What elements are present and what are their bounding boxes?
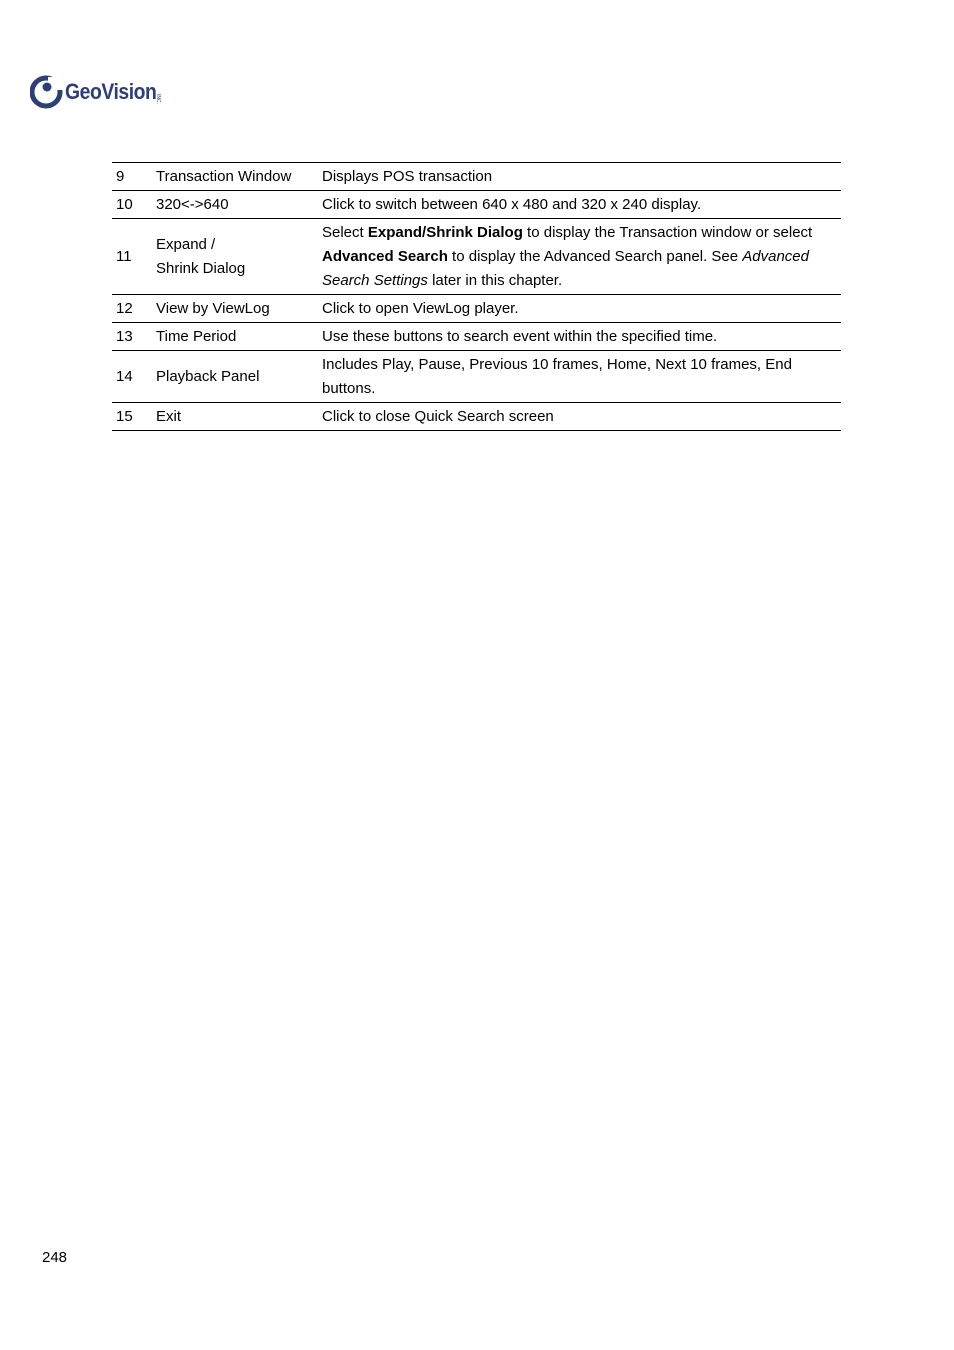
desc-text: to display the Advanced Search panel. See [447, 248, 743, 265]
page-number: 248 [42, 1249, 68, 1266]
feature-table [112, 162, 841, 431]
row-number: 9 [112, 163, 152, 191]
row-name-line: Expand / [156, 236, 216, 253]
row-number: 12 [112, 295, 152, 323]
company-logo [30, 72, 161, 112]
logo-wordmark: GeoVision [65, 79, 157, 104]
row-name: Playback Panel [152, 351, 318, 403]
row-description: Use these buttons to search event within the specified time. [318, 323, 841, 351]
row-description: Click to open ViewLog player. [318, 295, 841, 323]
table-row [112, 323, 841, 351]
row-description: Click to close Quick Search screen [318, 403, 841, 431]
desc-bold-term: Expand/Shrink Dialog [367, 224, 523, 241]
table-row [112, 295, 841, 323]
row-name: Time Period [152, 323, 318, 351]
row-name: View by ViewLog [152, 295, 318, 323]
row-number: 15 [112, 403, 152, 431]
row-number: 13 [112, 323, 152, 351]
desc-text: to display the Transaction window or select [522, 224, 813, 241]
row-description [318, 219, 841, 295]
logo-suffix: INC. [154, 94, 161, 104]
table-row [112, 351, 841, 403]
row-number: 10 [112, 191, 152, 219]
table-row [112, 191, 841, 219]
row-name: Exit [152, 403, 318, 431]
desc-bold-term: Advanced Search [322, 248, 448, 265]
desc-text: later in this chapter. [427, 272, 563, 289]
table-row [112, 219, 841, 295]
row-description: Includes Play, Pause, Previous 10 frames, Home, Next 10 frames, End buttons. [318, 351, 841, 403]
table-row [112, 163, 841, 191]
desc-italic-ref: Advanced Search Settings [322, 248, 809, 289]
desc-text: Select [322, 224, 368, 241]
geovision-logo-icon [30, 75, 64, 109]
row-description: Displays POS transaction [318, 163, 841, 191]
table-row [112, 403, 841, 431]
row-name [152, 219, 318, 295]
row-number: 14 [112, 351, 152, 403]
row-name-line: Shrink Dialog [156, 260, 246, 277]
row-description: Click to switch between 640 x 480 and 320 x 240 display. [318, 191, 841, 219]
row-number: 11 [112, 219, 152, 295]
row-name: Transaction Window [152, 163, 318, 191]
row-name: 320<->640 [152, 191, 318, 219]
